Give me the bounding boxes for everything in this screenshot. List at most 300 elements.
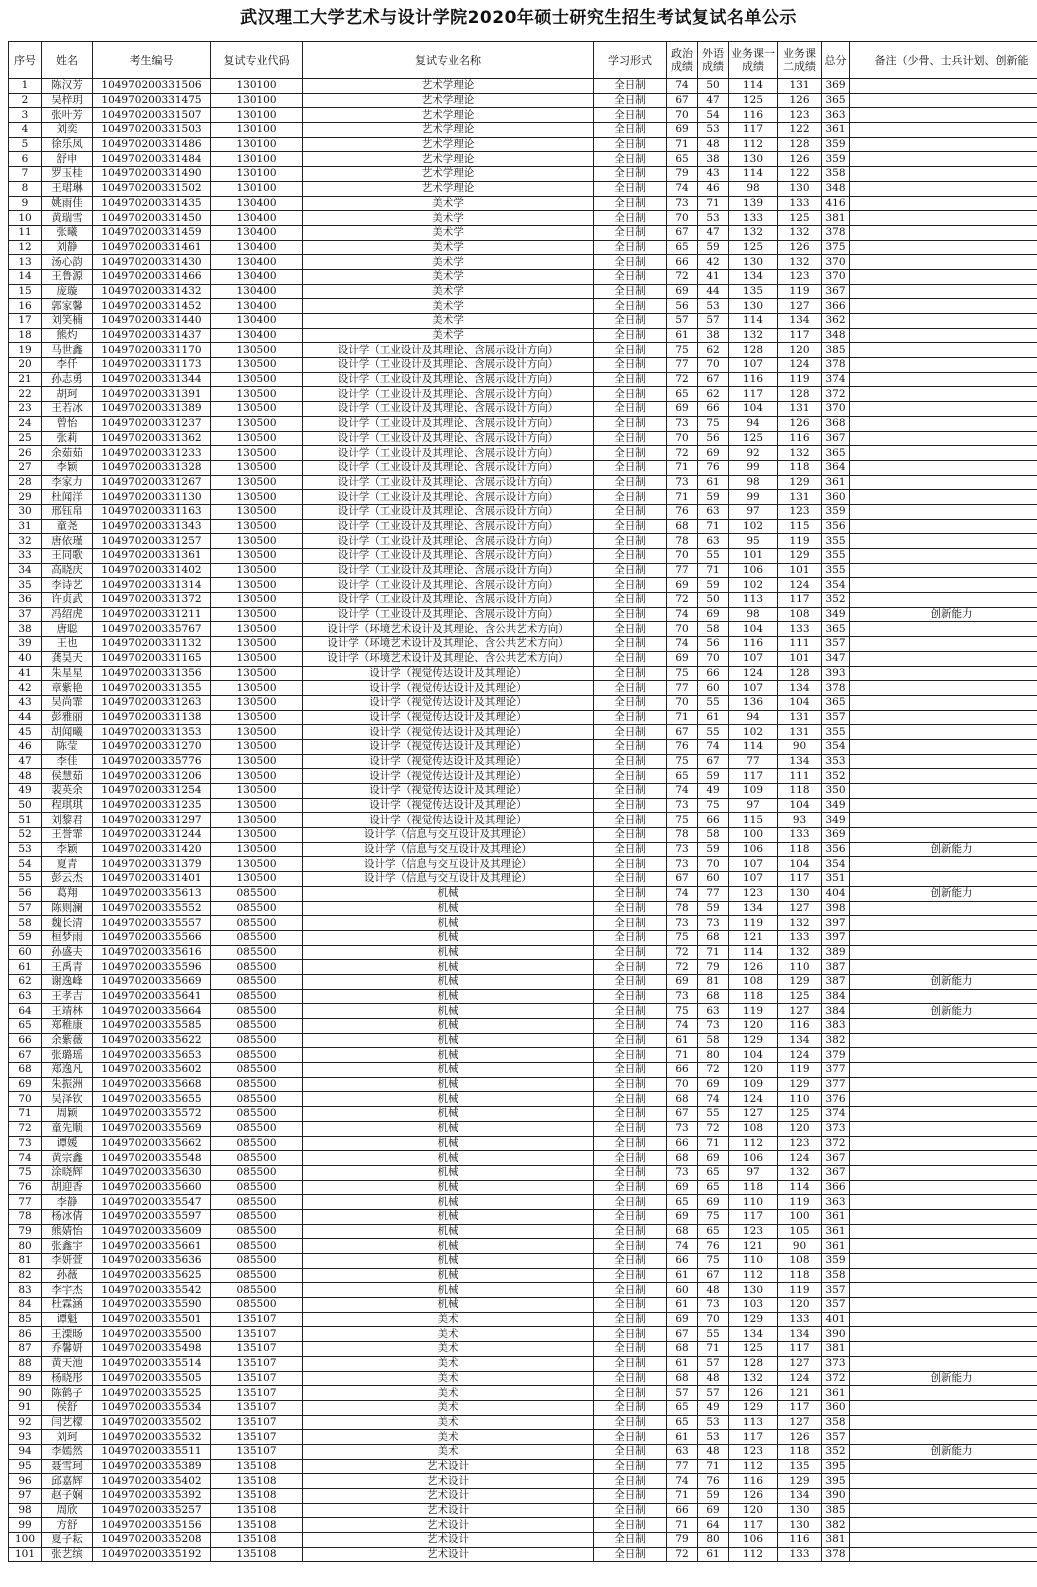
cell-remarks — [850, 989, 1037, 1004]
cell-name: 余紫薇 — [42, 1033, 93, 1048]
cell-name: 桓梦雨 — [42, 930, 93, 945]
cell-language: 41 — [698, 269, 729, 284]
table-row — [9, 1415, 1037, 1430]
cell-major-name: 设计学（视觉传达设计及其理论） — [303, 739, 594, 754]
cell-index: 38 — [9, 622, 42, 637]
cell-politics: 71 — [667, 710, 698, 725]
cell-major-name: 机械 — [303, 1107, 594, 1122]
cell-subject2: 125 — [778, 989, 822, 1004]
cell-subject2: 117 — [778, 328, 822, 343]
cell-major-name: 美术学 — [303, 328, 594, 343]
cell-study-mode: 全日制 — [594, 695, 667, 710]
cell-subject1: 132 — [729, 328, 778, 343]
cell-major-name: 艺术学理论 — [303, 93, 594, 108]
cell-subject1: 94 — [729, 710, 778, 725]
cell-subject2: 134 — [778, 1489, 822, 1504]
cell-subject2: 123 — [778, 504, 822, 519]
table-row — [9, 460, 1037, 475]
cell-major-name: 设计学（工业设计及其理论、含展示设计方向） — [303, 460, 594, 475]
cell-major-code: 130500 — [211, 666, 303, 681]
cell-major-name: 艺术学理论 — [303, 152, 594, 167]
cell-study-mode: 全日制 — [594, 1518, 667, 1533]
cell-politics: 57 — [667, 314, 698, 329]
cell-total: 376 — [822, 1092, 850, 1107]
cell-major-code: 130500 — [211, 402, 303, 417]
cell-exam-id: 104970200331356 — [93, 666, 211, 681]
table-row — [9, 930, 1037, 945]
cell-subject2: 101 — [778, 651, 822, 666]
cell-politics: 79 — [667, 167, 698, 182]
cell-index: 69 — [9, 1077, 42, 1092]
table-row — [9, 739, 1037, 754]
cell-major-name: 机械 — [303, 916, 594, 931]
cell-subject2: 118 — [778, 1268, 822, 1283]
cell-remarks — [850, 828, 1037, 843]
cell-exam-id: 104970200331432 — [93, 284, 211, 299]
cell-name: 张璐瑶 — [42, 1048, 93, 1063]
cell-subject2: 105 — [778, 1224, 822, 1239]
cell-index: 31 — [9, 519, 42, 534]
cell-politics: 69 — [667, 651, 698, 666]
cell-exam-id: 104970200335596 — [93, 960, 211, 975]
cell-total: 358 — [822, 1268, 850, 1283]
table-row — [9, 901, 1037, 916]
cell-language: 60 — [698, 681, 729, 696]
cell-language: 67 — [698, 1268, 729, 1283]
table-row — [9, 1019, 1037, 1034]
cell-remarks — [850, 343, 1037, 358]
cell-major-code: 135108 — [211, 1547, 303, 1562]
cell-language: 57 — [698, 1386, 729, 1401]
cell-remarks — [850, 637, 1037, 652]
cell-remarks: 创新能力 — [850, 886, 1037, 901]
cell-name: 涂晓辉 — [42, 1165, 93, 1180]
cell-language: 57 — [698, 314, 729, 329]
cell-language: 38 — [698, 328, 729, 343]
cell-major-name: 设计学（信息与交互设计及其理论） — [303, 842, 594, 857]
cell-language: 68 — [698, 930, 729, 945]
cell-politics: 65 — [667, 387, 698, 402]
cell-subject2: 123 — [778, 269, 822, 284]
cell-total: 358 — [822, 167, 850, 182]
cell-major-code: 130100 — [211, 137, 303, 152]
cell-exam-id: 104970200331490 — [93, 167, 211, 182]
cell-study-mode: 全日制 — [594, 622, 667, 637]
cell-remarks — [850, 784, 1037, 799]
cell-name: 程琪琪 — [42, 798, 93, 813]
cell-total: 354 — [822, 578, 850, 593]
cell-language: 76 — [698, 1239, 729, 1254]
cell-subject1: 113 — [729, 1415, 778, 1430]
table-row — [9, 1327, 1037, 1342]
cell-name: 杜闻洋 — [42, 490, 93, 505]
cell-subject1: 121 — [729, 930, 778, 945]
table-row — [9, 828, 1037, 843]
table-row — [9, 960, 1037, 975]
cell-name: 夏子耘 — [42, 1533, 93, 1548]
cell-study-mode: 全日制 — [594, 1033, 667, 1048]
cell-index: 82 — [9, 1268, 42, 1283]
cell-index: 85 — [9, 1312, 42, 1327]
cell-remarks — [850, 1254, 1037, 1269]
cell-study-mode: 全日制 — [594, 974, 667, 989]
cell-name: 龚昊天 — [42, 651, 93, 666]
table-row — [9, 637, 1037, 652]
cell-major-code: 130400 — [211, 225, 303, 240]
cell-total: 387 — [822, 960, 850, 975]
cell-total: 370 — [822, 255, 850, 270]
cell-major-name: 机械 — [303, 1268, 594, 1283]
cell-subject1: 117 — [729, 1430, 778, 1445]
cell-exam-id: 104970200335392 — [93, 1489, 211, 1504]
cell-index: 7 — [9, 167, 42, 182]
cell-politics: 70 — [667, 622, 698, 637]
cell-subject2: 131 — [778, 402, 822, 417]
cell-major-name: 美术 — [303, 1312, 594, 1327]
cell-language: 73 — [698, 916, 729, 931]
cell-major-name: 机械 — [303, 1165, 594, 1180]
cell-major-name: 机械 — [303, 1283, 594, 1298]
cell-politics: 60 — [667, 1283, 698, 1298]
cell-study-mode: 全日制 — [594, 651, 667, 666]
cell-exam-id: 104970200331372 — [93, 593, 211, 608]
table-row — [9, 343, 1037, 358]
cell-major-name: 机械 — [303, 930, 594, 945]
cell-language: 70 — [698, 857, 729, 872]
cell-subject2: 126 — [778, 93, 822, 108]
cell-subject2: 130 — [778, 181, 822, 196]
cell-language: 77 — [698, 886, 729, 901]
cell-subject1: 104 — [729, 622, 778, 637]
cell-total: 369 — [822, 79, 850, 94]
cell-politics: 70 — [667, 211, 698, 226]
table-row — [9, 299, 1037, 314]
cell-total: 381 — [822, 211, 850, 226]
cell-remarks — [850, 328, 1037, 343]
cell-major-name: 设计学（环境艺术设计及其理论、含公共艺术方向） — [303, 637, 594, 652]
cell-major-code: 085500 — [211, 1077, 303, 1092]
cell-study-mode: 全日制 — [594, 1063, 667, 1078]
cell-exam-id: 104970200335552 — [93, 901, 211, 916]
cell-politics: 74 — [667, 79, 698, 94]
cell-remarks — [850, 901, 1037, 916]
cell-politics: 72 — [667, 593, 698, 608]
cell-index: 24 — [9, 416, 42, 431]
cell-study-mode: 全日制 — [594, 314, 667, 329]
cell-remarks — [850, 960, 1037, 975]
cell-name: 王珺琳 — [42, 181, 93, 196]
cell-name: 熊婧怡 — [42, 1224, 93, 1239]
cell-total: 351 — [822, 872, 850, 887]
cell-major-name: 设计学（工业设计及其理论、含展示设计方向） — [303, 593, 594, 608]
cell-index: 8 — [9, 181, 42, 196]
cell-politics: 66 — [667, 1063, 698, 1078]
cell-exam-id: 104970200331138 — [93, 710, 211, 725]
table-row — [9, 710, 1037, 725]
cell-exam-id: 104970200335597 — [93, 1209, 211, 1224]
cell-total: 357 — [822, 710, 850, 725]
cell-total: 367 — [822, 1165, 850, 1180]
cell-subject1: 114 — [729, 314, 778, 329]
cell-study-mode: 全日制 — [594, 372, 667, 387]
cell-total: 363 — [822, 1195, 850, 1210]
cell-subject1: 116 — [729, 372, 778, 387]
cell-remarks — [850, 519, 1037, 534]
cell-language: 76 — [698, 460, 729, 475]
cell-politics: 74 — [667, 637, 698, 652]
cell-language: 53 — [698, 1415, 729, 1430]
cell-major-code: 130500 — [211, 681, 303, 696]
cell-major-code: 135108 — [211, 1518, 303, 1533]
cell-politics: 61 — [667, 328, 698, 343]
cell-total: 393 — [822, 666, 850, 681]
cell-remarks — [850, 211, 1037, 226]
cell-politics: 75 — [667, 930, 698, 945]
cell-index: 41 — [9, 666, 42, 681]
cell-politics: 72 — [667, 945, 698, 960]
cell-language: 64 — [698, 1518, 729, 1533]
cell-index: 44 — [9, 710, 42, 725]
table-row — [9, 1371, 1037, 1386]
cell-language: 53 — [698, 123, 729, 138]
cell-remarks — [850, 1298, 1037, 1313]
cell-politics: 70 — [667, 549, 698, 564]
cell-politics: 66 — [667, 1503, 698, 1518]
cell-name: 赵子娴 — [42, 1489, 93, 1504]
cell-major-code: 130500 — [211, 842, 303, 857]
cell-language: 59 — [698, 901, 729, 916]
cell-total: 390 — [822, 1327, 850, 1342]
table-row — [9, 1165, 1037, 1180]
cell-major-name: 设计学（视觉传达设计及其理论） — [303, 784, 594, 799]
cell-exam-id: 104970200335662 — [93, 1136, 211, 1151]
cell-major-name: 设计学（工业设计及其理论、含展示设计方向） — [303, 504, 594, 519]
cell-index: 64 — [9, 1004, 42, 1019]
cell-exam-id: 104970200331461 — [93, 240, 211, 255]
cell-language: 57 — [698, 1356, 729, 1371]
cell-remarks — [850, 137, 1037, 152]
cell-subject1: 130 — [729, 1283, 778, 1298]
cell-remarks — [850, 1195, 1037, 1210]
cell-politics: 73 — [667, 475, 698, 490]
cell-subject2: 122 — [778, 123, 822, 138]
cell-name: 李宇杰 — [42, 1283, 93, 1298]
table-row — [9, 784, 1037, 799]
cell-total: 365 — [822, 695, 850, 710]
cell-index: 72 — [9, 1121, 42, 1136]
cell-language: 81 — [698, 974, 729, 989]
cell-politics: 74 — [667, 1239, 698, 1254]
cell-total: 349 — [822, 813, 850, 828]
cell-name: 张艺缤 — [42, 1547, 93, 1562]
cell-name: 彭云杰 — [42, 872, 93, 887]
cell-subject2: 131 — [778, 490, 822, 505]
table-row — [9, 152, 1037, 167]
cell-remarks — [850, 1136, 1037, 1151]
cell-remarks — [850, 945, 1037, 960]
cell-name: 童先顺 — [42, 1121, 93, 1136]
cell-total: 359 — [822, 1254, 850, 1269]
cell-subject2: 128 — [778, 387, 822, 402]
cell-study-mode: 全日制 — [594, 769, 667, 784]
cell-remarks — [850, 1019, 1037, 1034]
col-header-index: 序号 — [9, 42, 42, 79]
cell-total: 359 — [822, 504, 850, 519]
table-row — [9, 622, 1037, 637]
cell-major-name: 设计学（工业设计及其理论、含展示设计方向） — [303, 431, 594, 446]
cell-major-name: 美术 — [303, 1430, 594, 1445]
cell-remarks — [850, 798, 1037, 813]
cell-index: 15 — [9, 284, 42, 299]
cell-major-code: 130500 — [211, 710, 303, 725]
cell-remarks: 创新能力 — [850, 1371, 1037, 1386]
table-row — [9, 725, 1037, 740]
cell-exam-id: 104970200335613 — [93, 886, 211, 901]
cell-index: 62 — [9, 974, 42, 989]
table-row — [9, 225, 1037, 240]
cell-subject2: 122 — [778, 167, 822, 182]
cell-subject1: 107 — [729, 872, 778, 887]
cell-study-mode: 全日制 — [594, 798, 667, 813]
cell-name: 魏长清 — [42, 916, 93, 931]
col-header-study-mode: 学习形式 — [594, 42, 667, 79]
cell-study-mode: 全日制 — [594, 1533, 667, 1548]
table-row — [9, 416, 1037, 431]
cell-name: 吴梓玥 — [42, 93, 93, 108]
cell-politics: 72 — [667, 960, 698, 975]
cell-study-mode: 全日制 — [594, 255, 667, 270]
cell-language: 53 — [698, 299, 729, 314]
cell-language: 61 — [698, 710, 729, 725]
cell-name: 刘笑楠 — [42, 314, 93, 329]
cell-politics: 65 — [667, 1400, 698, 1415]
cell-name: 王孝吉 — [42, 989, 93, 1004]
cell-subject2: 133 — [778, 828, 822, 843]
cell-total: 360 — [822, 490, 850, 505]
cell-total: 354 — [822, 739, 850, 754]
cell-language: 38 — [698, 152, 729, 167]
cell-language: 80 — [698, 1048, 729, 1063]
cell-politics: 73 — [667, 857, 698, 872]
cell-total: 367 — [822, 1151, 850, 1166]
cell-name: 郑逸凡 — [42, 1063, 93, 1078]
cell-language: 69 — [698, 1195, 729, 1210]
cell-major-code: 085500 — [211, 1239, 303, 1254]
cell-study-mode: 全日制 — [594, 387, 667, 402]
cell-politics: 74 — [667, 784, 698, 799]
cell-total: 349 — [822, 607, 850, 622]
cell-subject2: 132 — [778, 1165, 822, 1180]
cell-name: 孙盛夫 — [42, 945, 93, 960]
cell-major-code: 130500 — [211, 798, 303, 813]
cell-subject2: 120 — [778, 1121, 822, 1136]
cell-politics: 77 — [667, 358, 698, 373]
cell-subject1: 102 — [729, 725, 778, 740]
cell-study-mode: 全日制 — [594, 1121, 667, 1136]
cell-study-mode: 全日制 — [594, 225, 667, 240]
cell-major-name: 设计学（信息与交互设计及其理论） — [303, 872, 594, 887]
cell-exam-id: 104970200331466 — [93, 269, 211, 284]
cell-index: 81 — [9, 1254, 42, 1269]
cell-major-code: 130100 — [211, 167, 303, 182]
table-row — [9, 490, 1037, 505]
cell-study-mode: 全日制 — [594, 1224, 667, 1239]
cell-remarks — [850, 1327, 1037, 1342]
cell-major-code: 135108 — [211, 1489, 303, 1504]
cell-subject2: 130 — [778, 1518, 822, 1533]
cell-index: 53 — [9, 842, 42, 857]
cell-subject1: 121 — [729, 1239, 778, 1254]
cell-major-code: 085500 — [211, 1180, 303, 1195]
cell-total: 352 — [822, 593, 850, 608]
cell-subject2: 133 — [778, 1547, 822, 1562]
cell-subject1: 97 — [729, 798, 778, 813]
cell-major-code: 130500 — [211, 431, 303, 446]
cell-remarks — [850, 1151, 1037, 1166]
cell-remarks — [850, 710, 1037, 725]
table-row — [9, 475, 1037, 490]
cell-remarks — [850, 549, 1037, 564]
cell-major-name: 美术学 — [303, 240, 594, 255]
cell-study-mode: 全日制 — [594, 1195, 667, 1210]
cell-study-mode: 全日制 — [594, 960, 667, 975]
cell-study-mode: 全日制 — [594, 989, 667, 1004]
cell-study-mode: 全日制 — [594, 1342, 667, 1357]
cell-major-name: 机械 — [303, 1004, 594, 1019]
cell-name: 孙薇 — [42, 1268, 93, 1283]
cell-study-mode: 全日制 — [594, 1444, 667, 1459]
cell-index: 92 — [9, 1415, 42, 1430]
cell-total: 401 — [822, 1312, 850, 1327]
cell-subject2: 124 — [778, 1371, 822, 1386]
cell-remarks — [850, 314, 1037, 329]
cell-subject1: 128 — [729, 1356, 778, 1371]
cell-major-code: 130500 — [211, 372, 303, 387]
table-row — [9, 1063, 1037, 1078]
cell-major-name: 机械 — [303, 1019, 594, 1034]
cell-exam-id: 104970200335192 — [93, 1547, 211, 1562]
cell-exam-id: 104970200331430 — [93, 255, 211, 270]
cell-major-code: 135108 — [211, 1503, 303, 1518]
cell-name: 陈鹤子 — [42, 1386, 93, 1401]
cell-subject2: 130 — [778, 1503, 822, 1518]
cell-total: 365 — [822, 93, 850, 108]
cell-total: 361 — [822, 1386, 850, 1401]
cell-exam-id: 104970200331475 — [93, 93, 211, 108]
cell-total: 352 — [822, 769, 850, 784]
cell-name: 张曦 — [42, 225, 93, 240]
cell-total: 348 — [822, 181, 850, 196]
cell-subject1: 114 — [729, 79, 778, 94]
cell-major-code: 130500 — [211, 387, 303, 402]
cell-remarks — [850, 1356, 1037, 1371]
cell-exam-id: 104970200331343 — [93, 519, 211, 534]
cell-major-code: 085500 — [211, 886, 303, 901]
cell-study-mode: 全日制 — [594, 519, 667, 534]
cell-index: 33 — [9, 549, 42, 564]
table-row — [9, 1239, 1037, 1254]
cell-politics: 76 — [667, 504, 698, 519]
cell-total: 360 — [822, 1400, 850, 1415]
cell-name: 陈汉芳 — [42, 79, 93, 94]
cell-major-name: 设计学（视觉传达设计及其理论） — [303, 813, 594, 828]
cell-name: 王若冰 — [42, 402, 93, 417]
cell-study-mode: 全日制 — [594, 916, 667, 931]
cell-remarks — [850, 1180, 1037, 1195]
table-row — [9, 563, 1037, 578]
cell-remarks — [850, 651, 1037, 666]
cell-subject2: 118 — [778, 1444, 822, 1459]
